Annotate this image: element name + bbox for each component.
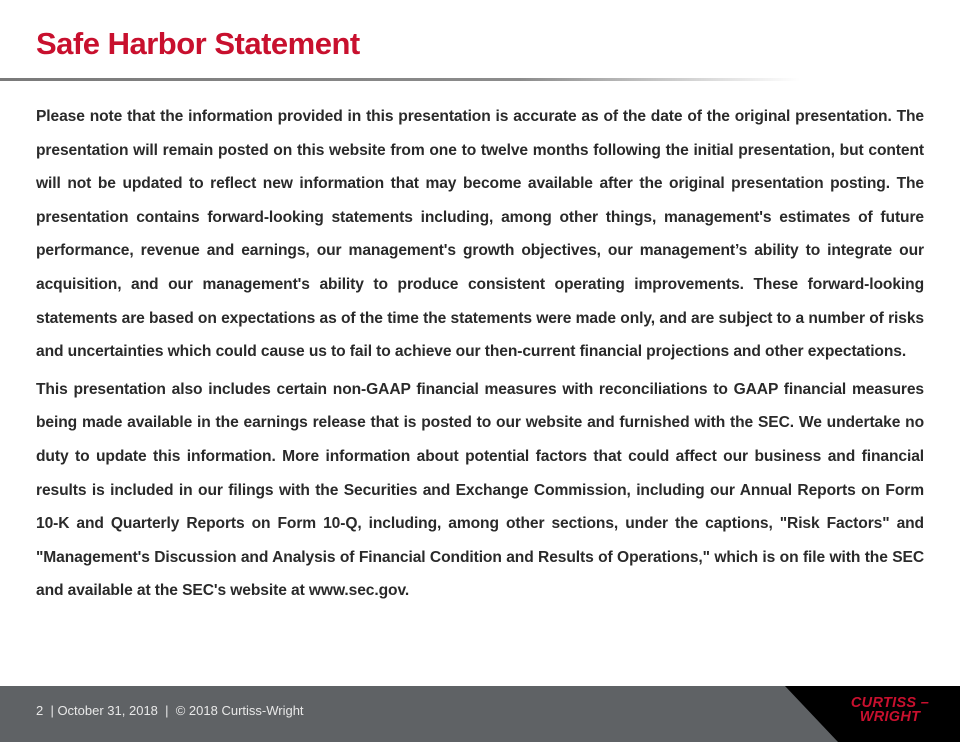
- slide-title: Safe Harbor Statement: [36, 26, 360, 61]
- logo-background-shape: [0, 686, 960, 742]
- curtiss-wright-logo: [835, 696, 945, 724]
- logo-line-1: CURTISS –: [850, 695, 930, 711]
- slide-body: [36, 100, 924, 612]
- slide-footer: [0, 686, 960, 742]
- safe-harbor-paragraph-2: This presentation also includes certain non-GAAP financial measures with reconciliations to GAAP financial measures being made available in the earnings release that is posted to our website and furnished with the SEC. We undertake no duty to update this information. More information about potential factors that could affect our business and financial results is included in our filings with the Securities and Exchange Commission, including our Annual Reports on Form 10-K and Quarterly Reports on Form 10-Q, including, among other sections, under the captions, "Risk Factors" and "Management's Discussion and Analysis of Financial Condition and Results of Operations," which is on file with the SEC and available at the SEC's website at www.sec.gov.: [36, 380, 924, 600]
- safe-harbor-paragraph-1: Please note that the information provided in this presentation is accurate as of the date of the original presentation. The presentation will remain posted on this website from one to twelve months following the initial presentation, but content will not be updated to reflect new information that may become available after the original presentation posting. The presentation contains forward-looking statements including, among other things, management's estimates of future performance, revenue and earnings, our management's growth objectives, our management’s ability to integrate our acquisition, and our management's ability to produce consistent operating improvements. These forward-looking statements are based on expectations as of the time the statements were made only, and are subject to a number of risks and uncertainties which could cause us to fail to achieve our then-current financial projections and other expectations.: [36, 108, 924, 361]
- footer-text: 2 | October 31, 2018 | © 2018 Curtiss-Wright: [36, 703, 304, 718]
- logo-line-2: WRIGHT: [859, 709, 921, 725]
- title-divider: [0, 78, 800, 81]
